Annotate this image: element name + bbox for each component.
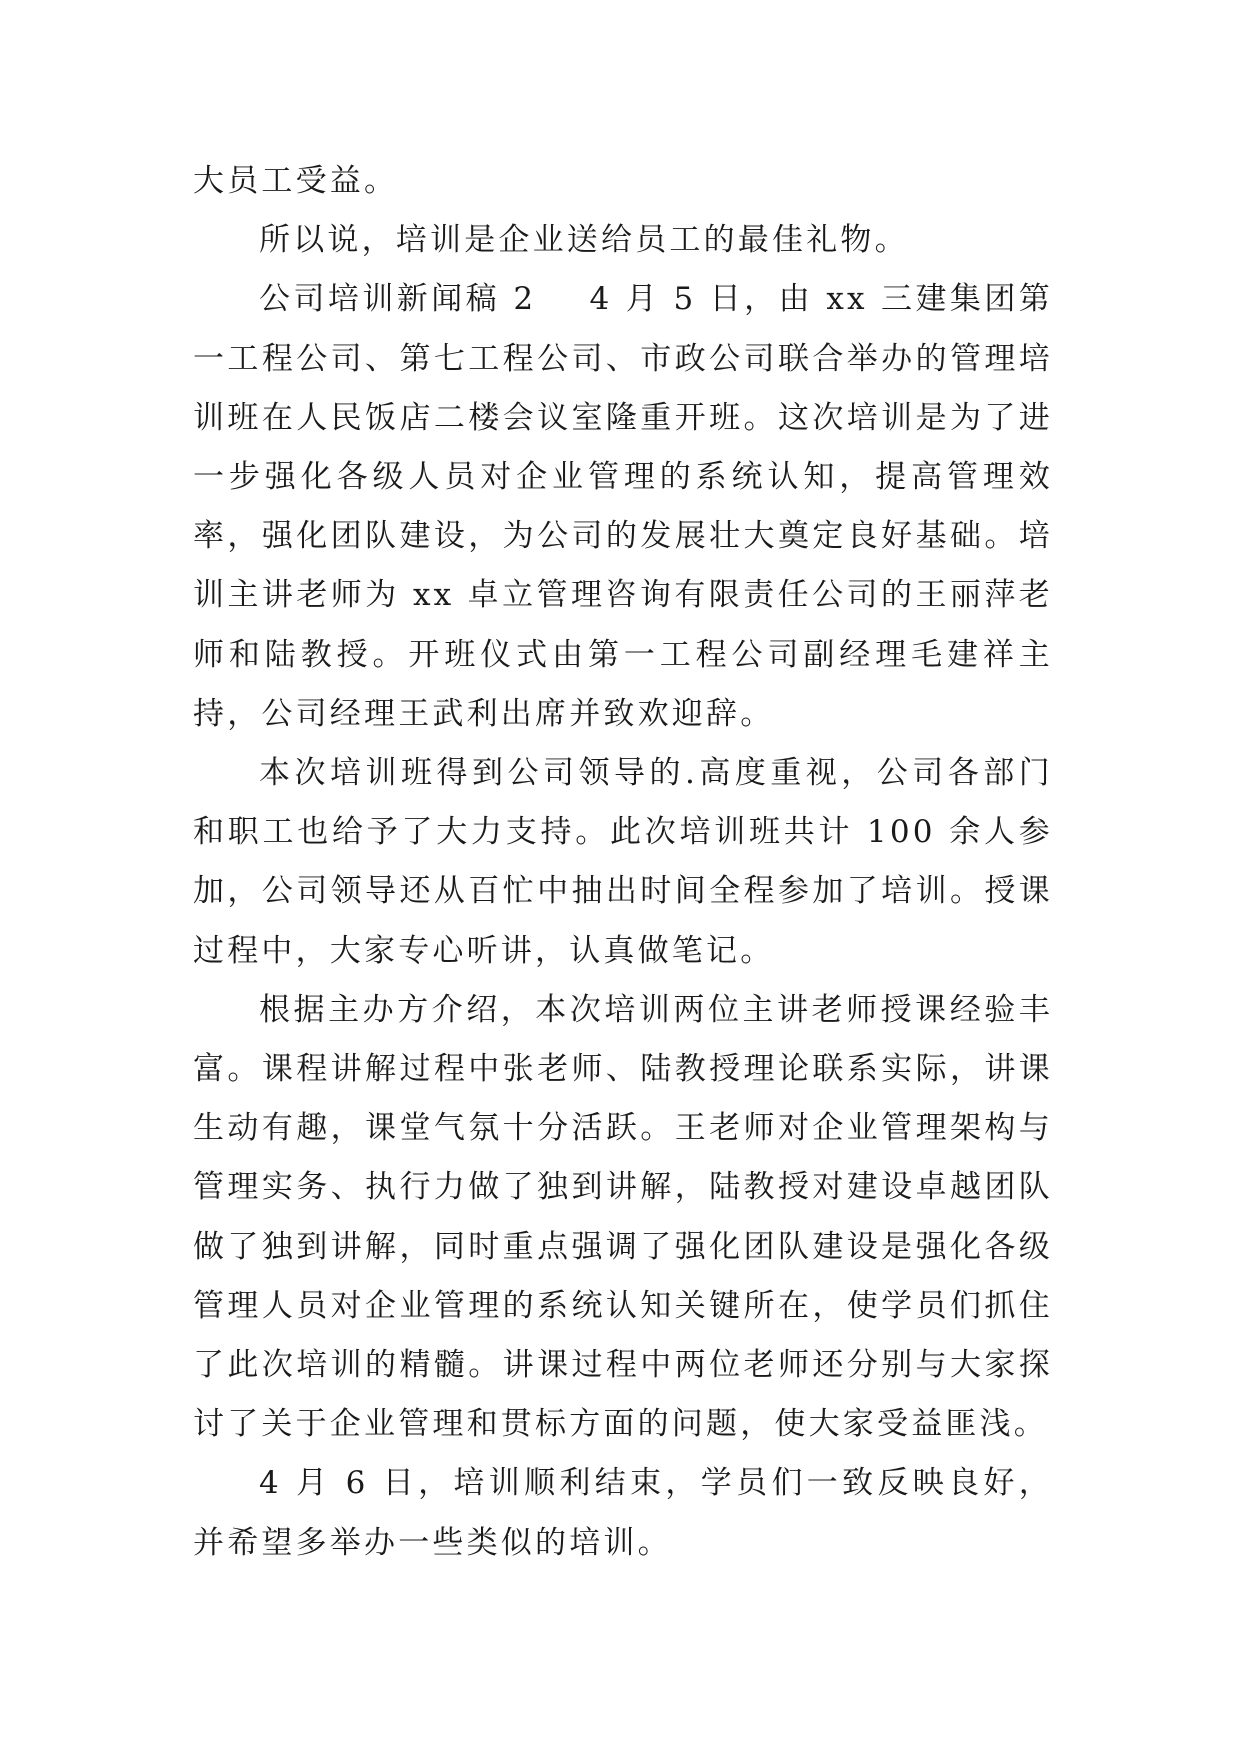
paragraph-continuation: 大员工受益。	[193, 163, 399, 199]
paragraph-news-opening: 公司培训新闻稿 2 4 月 5 日，由 xx 三建集团第一工程公司、第七工程公司、市政公司联合举办的管理培训班在人民饭店二楼会议室隆重开班。这次培训是为了进一步强化各级人员对企业管理的系统认知，提高管理效率，强化团队建设，为公司的发展壮大奠定良好基础。培训主讲老师为 xx 卓立管理咨询有限责任公司的王丽萍老师和陆教授。开班仪式由第一工程公司副经理毛建祥主持，公司经理王武利出席并致欢迎辞。	[193, 281, 1053, 732]
paragraph-closing: 4 月 6 日，培训顺利结束，学员们一致反映良好，并希望多举办一些类似的培训。	[193, 1465, 1053, 1561]
paragraph-conclusion: 所以说，培训是企业送给员工的最佳礼物。	[259, 222, 909, 259]
paragraph-lecture-details: 根据主办方介绍，本次培训两位主讲老师授课经验丰富。课程讲解过程中张老师、陆教授理论联系实际，讲课生动有趣，课堂气氛十分活跃。王老师对企业管理架构与管理实务、执行力做了独到讲解，陆教授对建设卓越团队做了独到讲解，同时重点强调了强化团队建设是强化各级管理人员对企业管理的系统认知关键所在，使学员们抓住了此次培训的精髓。讲课过程中两位老师还分别与大家探讨了关于企业管理和贯标方面的问题，使大家受益匪浅。	[193, 991, 1053, 1443]
article-body	[193, 152, 1053, 1573]
paragraph-attendance: 本次培训班得到公司领导的.高度重视，公司各部门和职工也给予了大力支持。此次培训班共计 100 余人参加，公司领导还从百忙中抽出时间全程参加了培训。授课过程中，大家专心听讲，认真做笔记。	[193, 755, 1053, 969]
